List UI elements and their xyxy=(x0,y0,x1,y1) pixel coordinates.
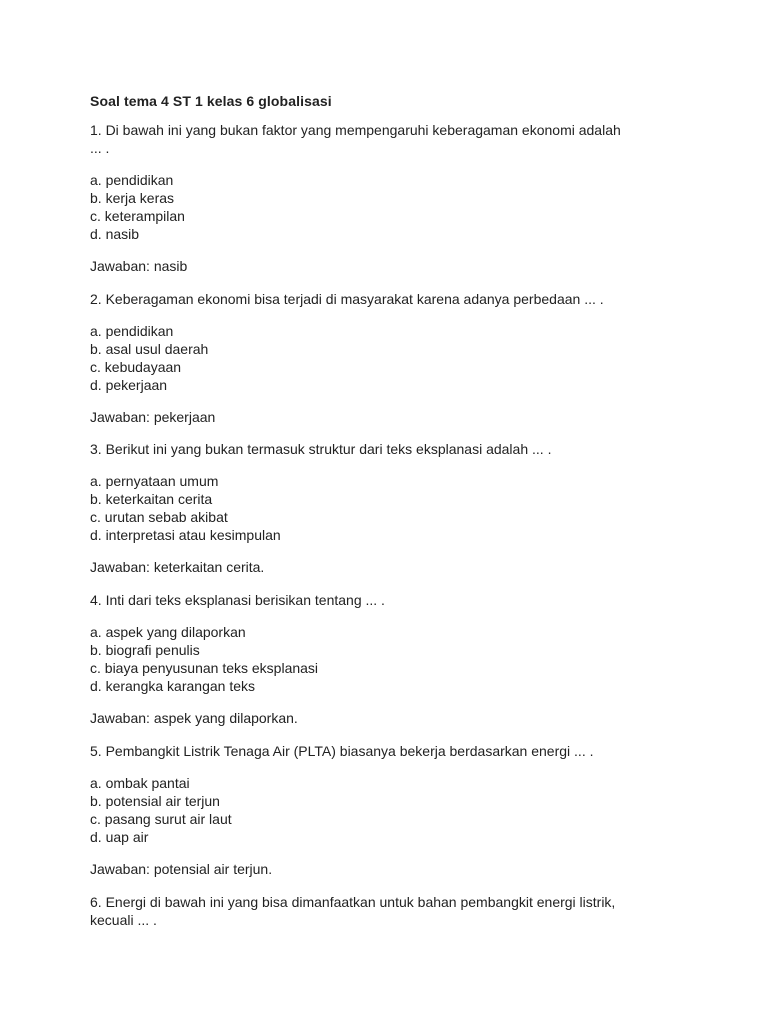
options-2 xyxy=(90,322,680,394)
option-d: d. pekerjaan xyxy=(90,377,168,393)
option-d: d. nasib xyxy=(90,226,140,242)
question-5 xyxy=(90,742,680,760)
option-b: b. biografi penulis xyxy=(90,642,200,658)
answer-text: Jawaban: nasib xyxy=(90,258,188,274)
option-a: a. pendidikan xyxy=(90,323,174,339)
option-c: c. keterampilan xyxy=(90,208,185,224)
options-3 xyxy=(90,472,680,544)
question-1 xyxy=(90,121,680,157)
answer-text: Jawaban: aspek yang dilaporkan. xyxy=(90,710,298,726)
option-a: a. pendidikan xyxy=(90,172,174,188)
answer-1 xyxy=(90,257,680,275)
option-a: a. pernyataan umum xyxy=(90,473,219,489)
option-b: b. asal usul daerah xyxy=(90,341,209,357)
question-4 xyxy=(90,591,680,609)
option-b: b. keterkaitan cerita xyxy=(90,491,213,507)
answer-text: Jawaban: potensial air terjun. xyxy=(90,861,273,877)
question-text: 6. Energi di bawah ini yang bisa dimanfaatkan untuk bahan pembangkit energi listrik, xyxy=(90,894,616,910)
question-text: 4. Inti dari teks eksplanasi berisikan tentang ... . xyxy=(90,592,385,608)
answer-5 xyxy=(90,860,680,878)
question-text: kecuali ... . xyxy=(90,912,157,928)
question-text: 1. Di bawah ini yang bukan faktor yang mempengaruhi keberagaman ekonomi adalah xyxy=(90,122,621,138)
question-text: 3. Berikut ini yang bukan termasuk struktur dari teks eksplanasi adalah ... . xyxy=(90,441,552,457)
answer-text: Jawaban: pekerjaan xyxy=(90,409,216,425)
option-b: b. potensial air terjun xyxy=(90,793,220,809)
options-4 xyxy=(90,623,680,695)
option-a: a. ombak pantai xyxy=(90,775,190,791)
option-c: c. pasang surut air laut xyxy=(90,811,232,827)
question-6 xyxy=(90,893,680,929)
options-1 xyxy=(90,171,680,243)
option-c: c. biaya penyusunan teks eksplanasi xyxy=(90,660,319,676)
option-c: c. urutan sebab akibat xyxy=(90,509,228,525)
option-b: b. kerja keras xyxy=(90,190,175,206)
answer-3 xyxy=(90,558,680,576)
question-3 xyxy=(90,440,680,458)
option-d: d. uap air xyxy=(90,829,149,845)
answer-text: Jawaban: keterkaitan cerita. xyxy=(90,559,265,575)
question-text: 5. Pembangkit Listrik Tenaga Air (PLTA) biasanya bekerja berdasarkan energi ... . xyxy=(90,743,594,759)
option-d: d. interpretasi atau kesimpulan xyxy=(90,527,281,543)
answer-4 xyxy=(90,709,680,727)
question-text: 2. Keberagaman ekonomi bisa terjadi di masyarakat karena adanya perbedaan ... . xyxy=(90,291,604,307)
option-d: d. kerangka karangan teks xyxy=(90,678,255,694)
option-a: a. aspek yang dilaporkan xyxy=(90,624,246,640)
document-title: Soal tema 4 ST 1 kelas 6 globalisasi xyxy=(90,93,332,109)
option-c: c. kebudayaan xyxy=(90,359,182,375)
answer-2 xyxy=(90,408,680,426)
options-5 xyxy=(90,774,680,846)
question-text: ... . xyxy=(90,140,110,156)
question-2 xyxy=(90,290,680,308)
